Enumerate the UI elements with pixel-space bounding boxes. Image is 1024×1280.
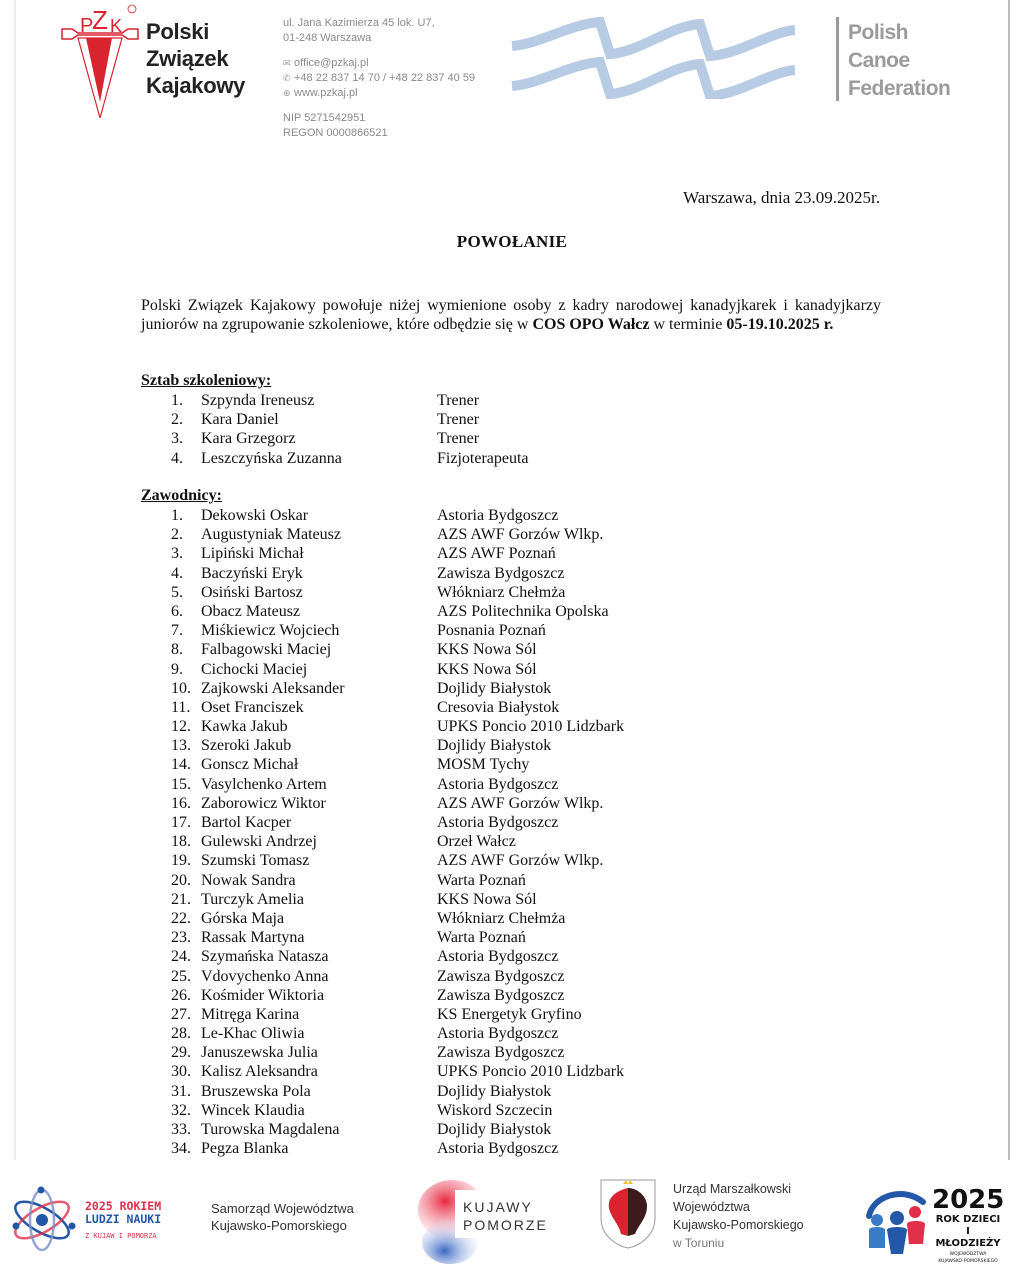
row-number	[141, 698, 201, 717]
pzk-logo	[58, 2, 142, 118]
document-date: Warszawa, dnia 23.09.2025r.	[683, 188, 880, 207]
person-club: KKS Nowa Sól	[437, 890, 537, 908]
row-number-text: 29.	[171, 1044, 191, 1062]
person-name: Januszewska Julia	[201, 1044, 318, 1062]
email-row	[283, 56, 475, 71]
row-number	[141, 736, 201, 755]
person-name: Falbagowski Maciej	[201, 641, 332, 659]
athletes-row	[141, 986, 841, 1005]
row-number	[141, 1005, 201, 1024]
staff-heading: Sztab szkoleniowy:	[141, 372, 272, 389]
person-club: Astoria Bydgoszcz	[437, 1140, 559, 1158]
person-name: Leszczyńska Zuzanna	[201, 449, 342, 467]
children-year-number: 2025	[932, 1185, 1005, 1215]
children-year-logo-icon	[863, 1188, 931, 1254]
staff-row	[141, 449, 841, 468]
person-name: Bruszewska Pola	[201, 1082, 311, 1100]
row-number	[141, 679, 201, 698]
divider-bar	[836, 17, 839, 101]
athletes-row	[141, 909, 841, 928]
phone-number: +48 22 837 14 70 / +48 22 837 40 59	[294, 72, 476, 84]
person-name: Zaborowicz Wiktor	[201, 794, 326, 812]
person-club: Dojlidy Białystok	[437, 1082, 552, 1100]
row-number-text: 28.	[171, 1025, 191, 1043]
person-club: Wiskord Szczecin	[437, 1101, 553, 1119]
athletes-row	[141, 1101, 841, 1120]
row-number-text: 2.	[171, 526, 183, 544]
person-club: Włókniarz Chełmża	[437, 583, 566, 601]
person-club: Dojlidy Białystok	[437, 737, 552, 755]
row-number-text: 11.	[171, 698, 191, 716]
athletes-row	[141, 832, 841, 851]
row-number	[141, 717, 201, 736]
org-name-line: Związek	[146, 46, 229, 71]
row-number	[141, 1082, 201, 1101]
athletes-row	[141, 525, 841, 544]
intro-text: Polski Związek Kajakowy powołuje niżej wymienione osoby z kadry narodowej kanadyjkarek i kanadyjkarzy juniorów na zgrupowanie szkoleniowe, które odbędzie się w	[141, 297, 881, 333]
row-number-text: 15.	[171, 775, 191, 793]
children-year-text	[932, 1186, 1004, 1264]
person-name: Vdovychenko Anna	[201, 967, 329, 985]
person-role: Trener	[437, 411, 480, 429]
urzad-line: Województwa	[673, 1200, 750, 1214]
row-number-text: 18.	[171, 833, 191, 851]
person-name: Kalisz Aleksandra	[201, 1063, 318, 1081]
address-line: ul. Jana Kazimierza 45 lok. U7,	[283, 17, 435, 29]
row-number-text: 20.	[171, 871, 191, 889]
row-number	[141, 429, 201, 448]
row-number	[141, 986, 201, 1005]
row-number-text: 13.	[171, 737, 191, 755]
row-number	[141, 660, 201, 679]
person-name: Osiński Bartosz	[201, 583, 303, 601]
science-year-line: 2025 ROKIEM	[85, 1199, 162, 1213]
person-club: KKS Nowa Sól	[437, 641, 537, 659]
row-number-text: 10.	[171, 679, 191, 697]
row-number-text: 33.	[171, 1121, 191, 1138]
person-role: Trener	[437, 392, 480, 409]
person-name: Augustyniak Mateusz	[201, 526, 341, 544]
row-number	[141, 506, 201, 525]
children-year-line: WOJEWÓDZTWA	[949, 1252, 987, 1257]
person-name: Gulewski Andrzej	[201, 833, 317, 851]
athletes-row	[141, 890, 841, 909]
row-number	[141, 525, 201, 544]
athletes-row	[141, 775, 841, 794]
row-number-text: 34.	[171, 1140, 191, 1158]
athletes-row	[141, 813, 841, 832]
person-name: Bartol Kacper	[201, 814, 292, 831]
row-number	[141, 871, 201, 890]
athletes-row	[141, 794, 841, 813]
kujawy-pomorze-text	[463, 1198, 548, 1234]
athletes-row	[141, 621, 841, 640]
person-name: Gonscz Michał	[201, 756, 299, 774]
person-name: Szumski Tomasz	[201, 852, 310, 870]
person-club: Posnania Poznań	[437, 622, 546, 640]
row-number	[141, 621, 201, 640]
person-club: AZS Politechnika Opolska	[437, 602, 609, 620]
person-club: Włókniarz Chełmża	[437, 909, 566, 927]
person-name: Szymańska Natasza	[201, 948, 329, 966]
person-club: KS Energetyk Gryfino	[437, 1005, 582, 1023]
person-club: Orzeł Wałcz	[437, 833, 516, 851]
globe-icon: ⊕	[283, 88, 291, 98]
athletes-row	[141, 544, 841, 563]
athletes-row	[141, 564, 841, 583]
person-name: Kara Grzegorz	[201, 430, 296, 448]
row-number	[141, 410, 201, 429]
athletes-row	[141, 506, 841, 525]
row-number-text: 1.	[171, 392, 183, 409]
person-name: Turowska Magdalena	[201, 1121, 340, 1138]
person-club: UPKS Poncio 2010 Lidzbark	[437, 718, 625, 736]
row-number-text: 5.	[171, 583, 183, 601]
page-edge-right	[1008, 0, 1010, 1160]
person-club: Zawisza Bydgoszcz	[437, 1044, 565, 1062]
samorzad-logo-text	[211, 1200, 354, 1234]
athletes-row	[141, 698, 841, 717]
org-name-line: Polski	[146, 19, 210, 44]
row-number	[141, 928, 201, 947]
person-club: Warta Poznań	[437, 929, 526, 947]
athletes-row	[141, 602, 841, 621]
row-number	[141, 890, 201, 909]
camp-location: COS OPO Wałcz	[532, 316, 650, 333]
samorzad-line: Samorząd Województwa	[211, 1201, 354, 1216]
athletes-row	[141, 755, 841, 774]
athletes-list	[141, 506, 841, 1158]
person-club: MOSM Tychy	[437, 756, 530, 774]
row-number-text: 16.	[171, 794, 191, 812]
person-name: Wincek Klaudia	[201, 1101, 305, 1119]
person-name: Pegza Blanka	[201, 1140, 289, 1158]
person-name: Dekowski Oskar	[201, 507, 309, 524]
row-number-text: 8.	[171, 641, 183, 659]
row-number	[141, 1043, 201, 1062]
person-name: Kośmider Wiktoria	[201, 986, 325, 1004]
row-number-text: 2.	[171, 411, 183, 429]
staff-row	[141, 391, 841, 410]
person-club: AZS AWF Gorzów Wlkp.	[437, 852, 604, 870]
person-name: Le-Khac Oliwia	[201, 1025, 305, 1043]
address-line: 01-248 Warszawa	[283, 32, 372, 44]
athletes-row	[141, 1062, 841, 1081]
athletes-row	[141, 871, 841, 890]
intro-paragraph	[141, 296, 881, 334]
staff-row	[141, 429, 841, 448]
row-number-text: 1.	[171, 507, 183, 524]
person-club: UPKS Poncio 2010 Lidzbark	[437, 1063, 625, 1081]
row-number	[141, 640, 201, 659]
athletes-heading: Zawodnicy:	[141, 487, 222, 504]
logo-letters-k: K	[110, 16, 123, 36]
children-year-line: I MŁODZIEŻY	[935, 1226, 1001, 1249]
row-number-text: 32.	[171, 1101, 191, 1119]
row-number	[141, 947, 201, 966]
person-club: AZS AWF Gorzów Wlkp.	[437, 526, 604, 544]
intro-text: w terminie	[649, 316, 727, 333]
logo-letters-p: P	[80, 15, 94, 37]
person-name: Oset Franciszek	[201, 698, 304, 716]
person-club: Astoria Bydgoszcz	[437, 1025, 559, 1043]
regon: REGON 0000866521	[283, 127, 388, 139]
athletes-row	[141, 967, 841, 986]
person-club: AZS AWF Poznań	[437, 545, 556, 563]
person-name: Cichocki Maciej	[201, 660, 308, 678]
row-number-text: 3.	[171, 430, 183, 448]
athletes-row	[141, 679, 841, 698]
urzad-line: Urząd Marszałkowski	[673, 1182, 792, 1196]
row-number	[141, 813, 201, 832]
waves-logo	[510, 14, 795, 99]
person-role: Fizjoterapeuta	[437, 449, 529, 467]
athletes-row	[141, 640, 841, 659]
athletes-row	[141, 736, 841, 755]
athletes-row	[141, 851, 841, 870]
athletes-row	[141, 1005, 841, 1024]
person-club: Cresovia Białystok	[437, 698, 560, 716]
english-org-name	[848, 19, 950, 103]
urzad-line: w Toruniu	[673, 1236, 725, 1250]
row-number	[141, 755, 201, 774]
person-name: Turczyk Amelia	[201, 890, 304, 908]
document-title: POWOŁANIE	[456, 232, 568, 251]
row-number-text: 27.	[171, 1005, 191, 1023]
row-number	[141, 1120, 201, 1139]
athletes-row	[141, 1139, 841, 1158]
row-number	[141, 967, 201, 986]
science-year-line: LUDZI NAUKI	[85, 1212, 162, 1226]
row-number	[141, 775, 201, 794]
science-year-text	[85, 1200, 161, 1243]
samorzad-line: Kujawsko-Pomorskiego	[211, 1218, 347, 1233]
phone-icon: ✆	[283, 73, 291, 83]
person-name: Obacz Mateusz	[201, 602, 301, 620]
row-number-text: 14.	[171, 756, 191, 774]
children-year-line: ROK DZIECI	[935, 1214, 1001, 1225]
person-name: Mitręga Karina	[201, 1005, 300, 1023]
row-number	[141, 909, 201, 928]
logo-letters-z: Z	[92, 5, 108, 35]
person-role: Trener	[437, 430, 480, 448]
envelope-icon: ✉	[283, 58, 291, 68]
athletes-row	[141, 1082, 841, 1101]
email-link[interactable]: office@pzkaj.pl	[294, 57, 369, 69]
person-club: AZS AWF Gorzów Wlkp.	[437, 794, 604, 812]
person-name: Nowak Sandra	[201, 871, 296, 889]
athletes-row	[141, 583, 841, 602]
coat-of-arms-icon	[599, 1178, 657, 1250]
person-club: Dojlidy Białystok	[437, 679, 552, 697]
person-name: Vasylchenko Artem	[201, 775, 327, 793]
row-number-text: 21.	[171, 890, 191, 908]
row-number-text: 12.	[171, 718, 191, 736]
person-name: Baczyński Eryk	[201, 564, 303, 582]
person-club: Astoria Bydgoszcz	[437, 775, 559, 793]
row-number-text: 23.	[171, 929, 191, 947]
row-number	[141, 544, 201, 563]
urzad-logo-text	[673, 1180, 804, 1252]
science-year-line: Z KUJAW I POMORZA	[85, 1232, 157, 1240]
org-name-line: Kajakowy	[146, 73, 246, 98]
row-number-text: 4.	[171, 449, 183, 467]
children-year-line: KUJAWSKO-POMORSKIEGO	[938, 1259, 998, 1264]
english-name-line: Federation	[848, 77, 951, 100]
org-name	[146, 18, 245, 99]
kp-line: KUJAWY	[463, 1199, 533, 1215]
phone-row	[283, 71, 475, 86]
person-club: Zawisza Bydgoszcz	[437, 967, 565, 985]
atom-logo-icon	[8, 1186, 76, 1254]
contact-block	[283, 16, 475, 141]
row-number	[141, 1062, 201, 1081]
row-number-text: 4.	[171, 564, 183, 582]
staff-list	[141, 391, 841, 468]
person-name: Górska Maja	[201, 909, 285, 927]
person-name: Kawka Jakub	[201, 718, 288, 736]
row-number-text: 3.	[171, 545, 183, 563]
camp-dates: 05-19.10.2025 r.	[726, 316, 834, 333]
row-number	[141, 794, 201, 813]
row-number-text: 19.	[171, 852, 191, 870]
athletes-row	[141, 1043, 841, 1062]
person-club: Zawisza Bydgoszcz	[437, 986, 565, 1004]
urzad-line: Kujawsko-Pomorskiego	[673, 1218, 804, 1232]
row-number	[141, 832, 201, 851]
row-number-text: 24.	[171, 948, 191, 966]
row-number	[141, 1024, 201, 1043]
athletes-row	[141, 947, 841, 966]
row-number-text: 25.	[171, 967, 191, 985]
staff-row	[141, 410, 841, 429]
english-name-line: Canoe	[848, 49, 910, 72]
footer-logos	[0, 1160, 1024, 1280]
athletes-row	[141, 928, 841, 947]
person-club: Warta Poznań	[437, 871, 526, 889]
kp-line: POMORZE	[463, 1217, 548, 1233]
row-number-text: 26.	[171, 986, 191, 1004]
website-row	[283, 86, 475, 101]
row-number-text: 31.	[171, 1082, 191, 1100]
athletes-row	[141, 717, 841, 736]
person-club: Zawisza Bydgoszcz	[437, 564, 565, 582]
person-name: Zajkowski Aleksander	[201, 679, 345, 697]
athletes-row	[141, 1120, 841, 1139]
person-name: Szpynda Ireneusz	[201, 392, 315, 409]
person-club: Dojlidy Białystok	[437, 1121, 552, 1138]
row-number-text: 7.	[171, 622, 183, 640]
person-name: Lipiński Michał	[201, 545, 304, 563]
row-number-text: 9.	[171, 660, 183, 678]
row-number	[141, 1101, 201, 1120]
athletes-row	[141, 660, 841, 679]
person-club: Astoria Bydgoszcz	[437, 814, 559, 831]
person-name: Kara Daniel	[201, 411, 279, 429]
person-name: Szeroki Jakub	[201, 737, 292, 755]
row-number	[141, 449, 201, 468]
row-number	[141, 1139, 201, 1158]
row-number-text: 6.	[171, 602, 183, 620]
row-number-text: 22.	[171, 909, 191, 927]
person-club: Astoria Bydgoszcz	[437, 507, 559, 524]
athletes-row	[141, 1024, 841, 1043]
row-number	[141, 583, 201, 602]
page-edge-left	[14, 0, 16, 1160]
person-name: Miśkiewicz Wojciech	[201, 622, 340, 640]
row-number	[141, 391, 201, 410]
row-number-text: 30.	[171, 1063, 191, 1081]
english-name-line: Polish	[848, 21, 909, 44]
person-name: Rassak Martyna	[201, 929, 305, 947]
row-number	[141, 851, 201, 870]
row-number	[141, 602, 201, 621]
row-number-text: 17.	[171, 814, 191, 831]
person-club: KKS Nowa Sól	[437, 660, 537, 678]
row-number	[141, 564, 201, 583]
website-link[interactable]: www.pzkaj.pl	[294, 87, 358, 99]
person-club: Astoria Bydgoszcz	[437, 948, 559, 966]
nip: NIP 5271542951	[283, 112, 366, 124]
